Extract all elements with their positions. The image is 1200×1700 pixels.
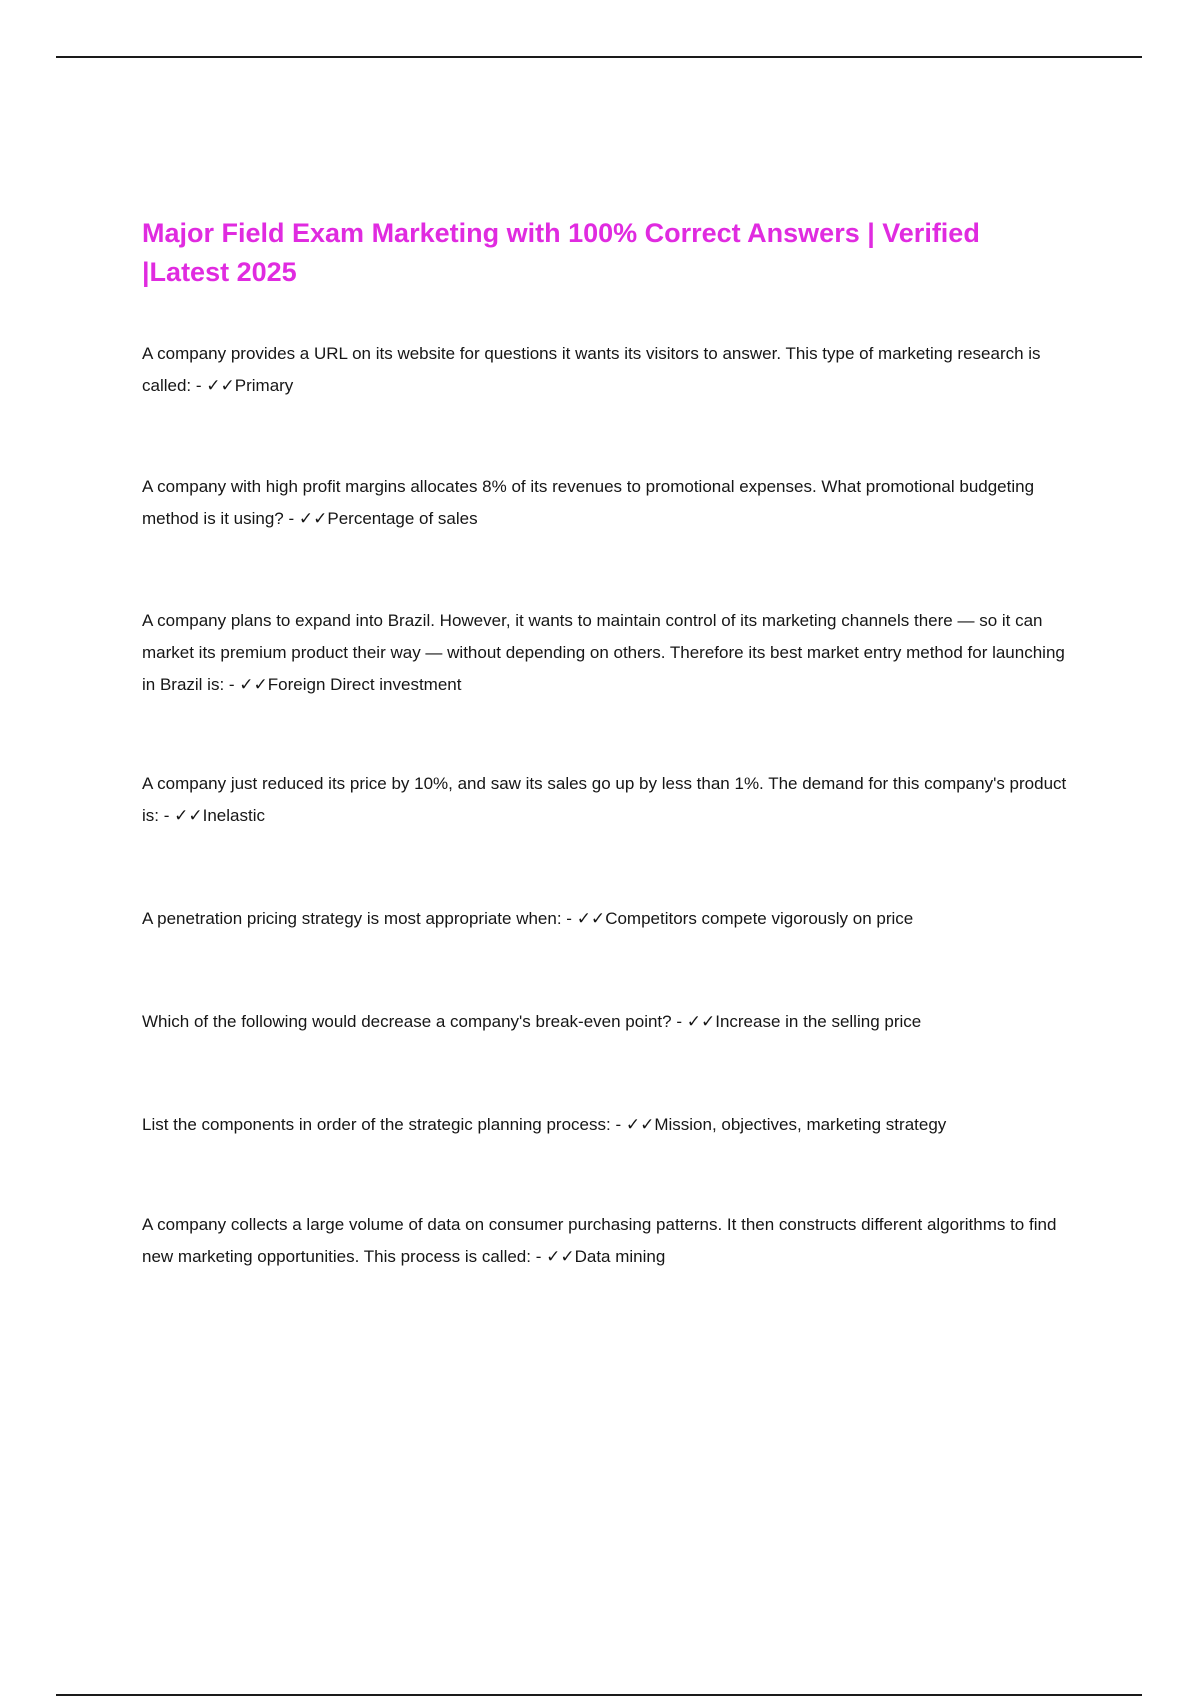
question-text: A penetration pricing strategy is most appropriate when:: [142, 909, 562, 928]
answer-text: Mission, objectives, marketing strategy: [654, 1115, 947, 1134]
qa-item: [142, 605, 1072, 701]
check-mark-icon: ✓✓: [174, 806, 203, 825]
question-text: A company provides a URL on its website for questions it wants its visitors to answer. This type of marketing research is called:: [142, 344, 1041, 395]
check-mark-icon: ✓✓: [576, 909, 606, 928]
check-mark-icon: ✓✓: [298, 509, 328, 528]
check-mark-icon: ✓✓: [206, 376, 235, 395]
separator: -: [159, 806, 175, 825]
qa-item: [142, 1209, 1072, 1273]
document-title: Major Field Exam Marketing with 100% Correct Answers | Verified |Latest 2025: [142, 218, 980, 287]
separator: -: [191, 376, 207, 395]
qa-item: [142, 903, 1072, 935]
qa-item: [142, 471, 1072, 535]
question-text: A company just reduced its price by 10%, and saw its sales go up by less than 1%. The demand for this company's product is:: [142, 774, 1067, 825]
question-text: Which of the following would decrease a company's break-even point?: [142, 1012, 672, 1031]
check-mark-icon: ✓✓: [239, 675, 268, 694]
check-mark-icon: ✓✓: [625, 1115, 655, 1134]
check-mark-icon: ✓✓: [546, 1247, 575, 1266]
separator: -: [610, 1115, 626, 1134]
qa-item: [142, 338, 1072, 402]
answer-text: Percentage of sales: [327, 509, 478, 528]
separator: -: [530, 1247, 547, 1266]
answer-text: Increase in the selling price: [715, 1012, 922, 1031]
qa-item: [142, 1006, 1072, 1038]
question-text: A company with high profit margins allocates 8% of its revenues to promotional expenses. What promotional budgeting method is it using?: [142, 477, 1035, 528]
question-text: List the components in order of the strategic planning process:: [142, 1115, 611, 1134]
separator: -: [283, 509, 299, 528]
footer-rule: [56, 1694, 1142, 1696]
question-text: A company collects a large volume of data on consumer purchasing patterns. It then constructs different algorithms to find new marketing opportunities. This process is called:: [142, 1215, 1057, 1266]
qa-item: [142, 768, 1072, 832]
separator: -: [561, 909, 577, 928]
separator: -: [224, 675, 240, 694]
answer-text: Primary: [234, 376, 294, 395]
separator: -: [671, 1012, 687, 1031]
question-text: A company plans to expand into Brazil. However, it wants to maintain control of its marketing channels there — so it can market its premium product their way — without depending on others. Therefore its best market entry method for launching in Brazil is:: [142, 611, 1065, 694]
answer-text: Inelastic: [202, 806, 265, 825]
answer-text: Competitors compete vigorously on price: [605, 909, 914, 928]
answer-text: Foreign Direct investment: [267, 675, 462, 694]
header-rule: [56, 56, 1142, 58]
check-mark-icon: ✓✓: [686, 1012, 716, 1031]
answer-text: Data mining: [574, 1247, 666, 1266]
qa-item: [142, 1109, 1072, 1141]
